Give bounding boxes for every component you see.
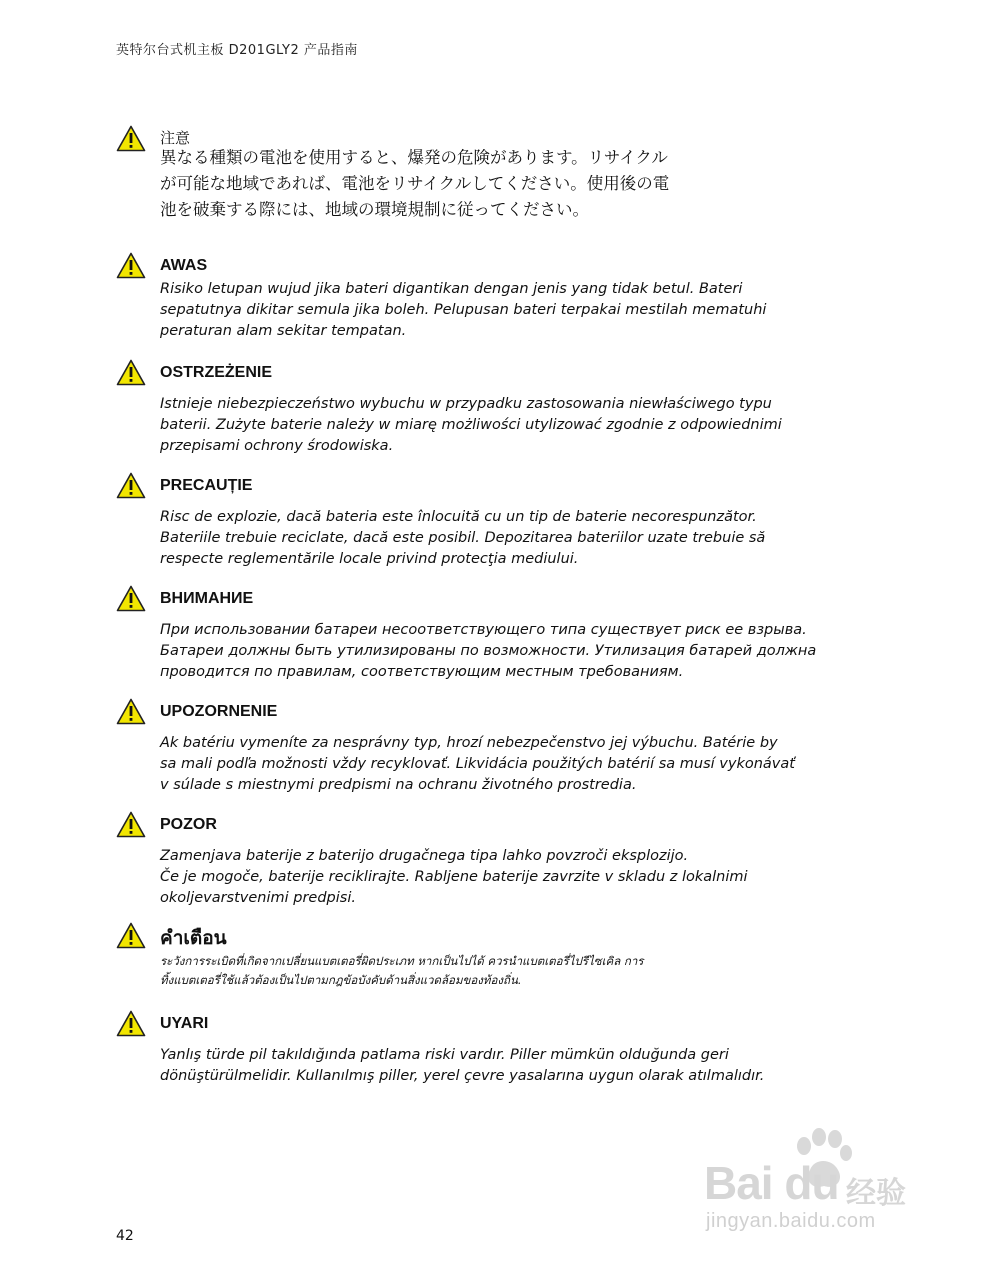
warning-title: UYARI [160, 1015, 209, 1032]
warning-body: Yanlış türde pil takıldığında patlama riski vardır. Piller mümkün olduğunda geri dönüştürülmelidir. Kullanılmış piller, yerel çevre yasalarına uygun olarak atılmalıdır. [160, 1047, 765, 1084]
warning-triangle-icon [116, 125, 146, 152]
page-number: 42 [116, 1228, 134, 1244]
watermark-brand: Bai du [704, 1157, 839, 1209]
warning-title: คำเตือน [160, 928, 227, 949]
warning-body: 異なる種類の電池を使用すると、爆発の危険があります。リサイクル が可能な地域であれば、電池をリサイクルしてください。使用後の電 池を破棄する際には、地域の環境規制に従ってください。 [160, 148, 670, 219]
warning-triangle-icon [116, 1010, 146, 1037]
watermark-cn: 经验 [846, 1176, 906, 1211]
warning-body: Zamenjava baterije z baterijo drugačnega tipa lahko povzroči eksplozijo. Če je mogoče, baterije reciklirajte. Rabljene baterije zavrzite v skladu z lokalnimi okoljevarstvenimi predpisi. [160, 848, 748, 906]
warning-triangle-icon [116, 698, 146, 725]
warning-title: OSTRZEŻENIE [160, 364, 273, 381]
warning-triangle-icon [116, 922, 146, 949]
warning-title: ВНИМАНИЕ [160, 590, 254, 607]
warning-title: POZOR [160, 816, 217, 833]
warning-title: 注意 [160, 130, 191, 147]
watermark-url: jingyan.baidu.com [706, 1210, 876, 1232]
warning-body: Ak batériu vymeníte za nesprávny typ, hrozí nebezpečenstvo jej výbuchu. Batérie by sa mali podľa možnosti vždy recyklovať. Likvidácia použitých batérií sa musí vykonávať v súlade s miestnymi predpismi na ochranu životného prostredia. [160, 735, 795, 793]
warning-body: Risc de explozie, dacă bateria este înlocuită cu un tip de baterie necorespunzător. Bateriile trebuie reciclate, dacă este posibil. Depozitarea bateriilor uzate trebuie să respecte reglementările locale privind protecţia mediului. [160, 509, 766, 567]
warning-triangle-icon [116, 811, 146, 838]
page-header: 英特尔台式机主板 D201GLY2 产品指南 [116, 43, 358, 58]
warning-triangle-icon [116, 585, 146, 612]
warning-body: Istnieje niebezpieczeństwo wybuchu w przypadku zastosowania niewłaściwego typu baterii. Zużyte baterie należy w miarę możliwości utylizować zgodnie z odpowiednimi przepisami ochrony środowiska. [160, 396, 782, 454]
baidu-watermark [700, 1128, 940, 1238]
warning-title: UPOZORNENIE [160, 703, 278, 720]
warning-body: Risiko letupan wujud jika bateri digantikan dengan jenis yang tidak betul. Bateri sepatutnya dikitar semula jika boleh. Pelupusan bateri terpakai mestilah mematuhi peraturan alam sekitar tempatan. [160, 281, 767, 339]
warning-body: При использовании батареи несоответствующего типа существует риск ее взрыва. Батареи должны быть утилизированы по возможности. Утилизация батарей должна проводится по правилам, соответствующим местным требованиям. [160, 622, 817, 680]
warning-triangle-icon [116, 472, 146, 499]
warning-title: PRECAUȚIE [160, 477, 253, 494]
warning-triangle-icon [116, 359, 146, 386]
warning-triangle-icon [116, 252, 146, 279]
warning-title: AWAS [160, 257, 208, 274]
warning-body: ระวังการระเบิดที่เกิดจากเปลี่ยนแบตเตอรี่ผิดประเภท หากเป็นไปได้ ควรนำแบตเตอรี่ไปรีไซเคิล การ ทิ้งแบตเตอรี่ใช้แล้วต้องเป็นไปตามกฎข้อบังคับด้านสิ่งแวดล้อมของท้องถิ่น. [160, 954, 644, 987]
